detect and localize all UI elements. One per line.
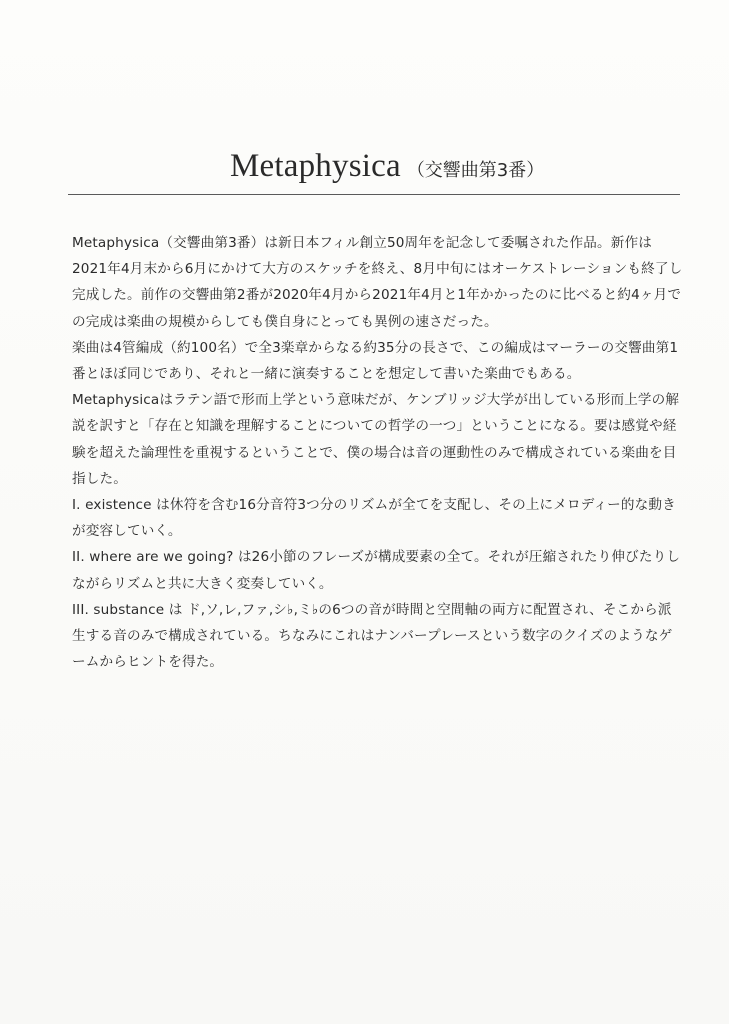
body-text	[72, 230, 684, 675]
paragraph-meaning: Metaphysicaはラテン語で形而上学という意味だが、ケンブリッジ大学が出している形而上学の解説を訳すと「存在と知識を理解することについての哲学の一つ」ということになる。要は感覚や経験を超えた論理性を重視するということで、僕の場合は音の運動性のみで構成されている楽曲を目指した。	[72, 392, 680, 487]
paragraph-instrumentation: 楽曲は4管編成（約100名）で全3楽章からなる約35分の長さで、この編成はマーラーの交響曲第1番とほぼ同じであり、それと一緒に演奏することを想定して書いた楽曲でもある。	[72, 339, 679, 383]
paragraph-movement-1: I. existence は休符を含む16分音符3つ分のリズムが全てを支配し、その上にメロディー的な動きが変容していく。	[72, 497, 676, 540]
title-subtitle: （交響曲第3番）	[406, 160, 545, 181]
paragraph-movement-2: II. where are we going? は26小節のフレーズが構成要素の全て。それが圧縮されたり伸びたりしながらリズムと共に大きく変奏していく。	[72, 549, 681, 592]
title-main: Metaphysica	[230, 148, 401, 184]
paragraph-intro: Metaphysica（交響曲第3番）は新日本フィル創立50周年を記念して委嘱された作品。新作は2021年4月末から6月にかけて大方のスケッチを終え、8月中旬にはオーケストレーションも終了し完成した。前作の交響曲第2番が2020年4月から2021年4月と1年かかったのに比べると約4ヶ月での完成は楽曲の規模からしても僕自身にとっても異例の速さだった。	[72, 235, 683, 330]
paragraph-movement-3: III. substance は ド,ソ,レ,ファ,シ♭,ミ♭の6つの音が時間と空間軸の両方に配置され、そこから派生する音のみで構成されている。ちなみにこれはナンバープレースという数字のクイズのようなゲームからヒントを得た。	[72, 601, 673, 671]
page-title	[230, 148, 544, 185]
title-divider	[68, 194, 680, 195]
